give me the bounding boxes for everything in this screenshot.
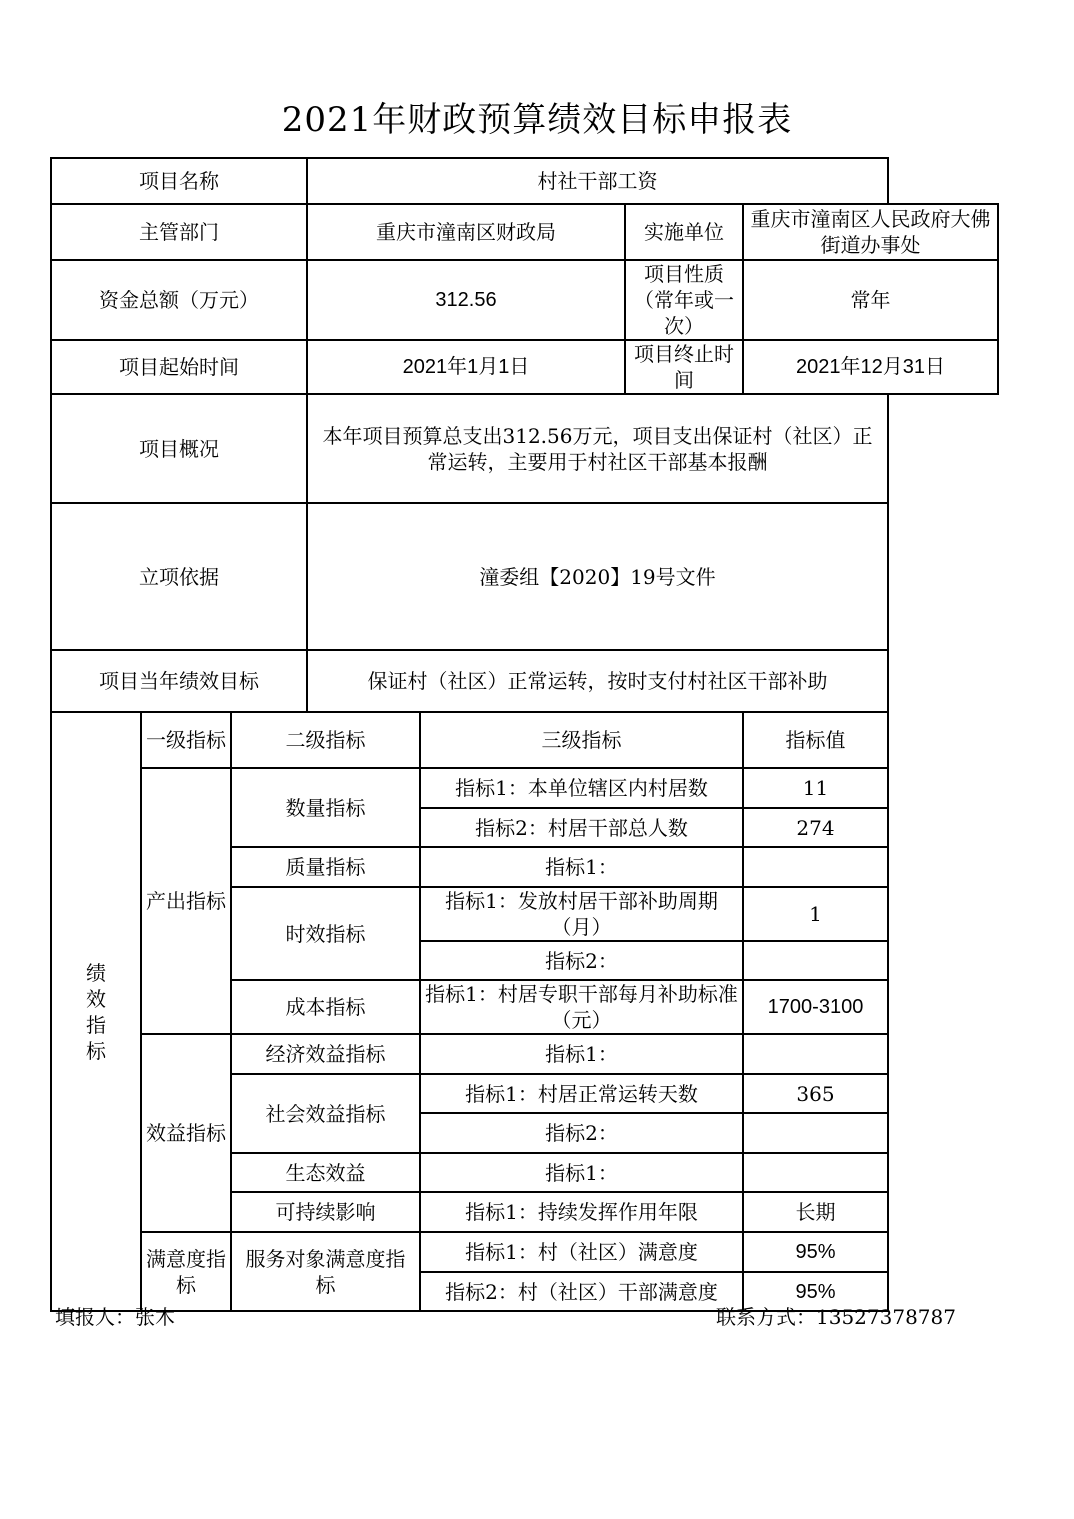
page-title: 2021年财政预算绩效目标申报表 xyxy=(281,100,793,140)
indicator-row-name: 指标2： xyxy=(420,1113,743,1153)
indicator-row-value: 95% xyxy=(743,1232,888,1272)
department-label: 主管部门 xyxy=(51,204,307,260)
quality-indicator-label: 质量指标 xyxy=(231,847,420,887)
indicator-row-name: 指标1：村居专职干部每月补助标准（元） xyxy=(420,980,743,1034)
indicator-row-value xyxy=(743,847,888,887)
nature-value: 常年 xyxy=(743,260,998,340)
indicator-row-name: 指标1：村居正常运转天数 xyxy=(420,1074,743,1113)
filler-name: 填报人：张木 xyxy=(55,1305,175,1329)
department-value: 重庆市潼南区财政局 xyxy=(307,204,625,260)
indicator-row-value xyxy=(743,1113,888,1153)
social-indicator-label: 社会效益指标 xyxy=(231,1074,420,1153)
output-indicator-label: 产出指标 xyxy=(141,768,231,1034)
unit-label: 实施单位 xyxy=(625,204,743,260)
indicator-row-name: 指标1： xyxy=(420,1034,743,1074)
level2-header: 二级指标 xyxy=(231,712,420,768)
level1-header: 一级指标 xyxy=(141,712,231,768)
basis-value: 潼委组【2020】19号文件 xyxy=(307,503,888,650)
economic-indicator-label: 经济效益指标 xyxy=(231,1034,420,1074)
goal-value: 保证村（社区）正常运转，按时支付村社区干部补助 xyxy=(307,650,888,712)
indicator-row-name: 指标1：持续发挥作用年限 xyxy=(420,1192,743,1232)
funds-value: 312.56 xyxy=(307,260,625,340)
project-name-value: 村社干部工资 xyxy=(307,158,888,204)
overview-label: 项目概况 xyxy=(51,394,307,503)
indicator-row-name: 指标1： xyxy=(420,1153,743,1192)
benefit-indicator-label: 效益指标 xyxy=(141,1034,231,1232)
indicator-row-value: 365 xyxy=(743,1074,888,1113)
budget-form-table xyxy=(50,157,999,1312)
timeliness-indicator-label: 时效指标 xyxy=(231,887,420,980)
end-time-value: 2021年12月31日 xyxy=(743,340,998,394)
indicator-row-name: 指标1：本单位辖区内村居数 xyxy=(420,768,743,808)
overview-value: 本年项目预算总支出312.56万元，项目支出保证村（社区）正常运转，主要用于村社区干部基本报酬 xyxy=(307,394,888,503)
indicator-row-name: 指标1：村（社区）满意度 xyxy=(420,1232,743,1272)
funds-label: 资金总额（万元） xyxy=(51,260,307,340)
indicator-row-value: 1 xyxy=(743,887,888,941)
nature-label: 项目性质（常年或一次） xyxy=(625,260,743,340)
indicator-row-value xyxy=(743,1034,888,1074)
unit-value: 重庆市潼南区人民政府大佛街道办事处 xyxy=(743,204,998,260)
basis-label: 立项依据 xyxy=(51,503,307,650)
end-time-label: 项目终止时间 xyxy=(625,340,743,394)
value-header: 指标值 xyxy=(743,712,888,768)
start-time-value: 2021年1月1日 xyxy=(307,340,625,394)
contact-info: 联系方式：13527378787 xyxy=(716,1305,956,1329)
indicator-row-value: 95% xyxy=(743,1272,888,1311)
goal-label: 项目当年绩效目标 xyxy=(51,650,307,712)
indicator-row-value: 1700-3100 xyxy=(743,980,888,1034)
indicator-row-value xyxy=(743,1153,888,1192)
indicator-row-value xyxy=(743,941,888,980)
ecological-indicator-label: 生态效益 xyxy=(231,1153,420,1192)
project-name-label: 项目名称 xyxy=(51,158,307,204)
indicator-row-name: 指标2： xyxy=(420,941,743,980)
sustainable-indicator-label: 可持续影响 xyxy=(231,1192,420,1232)
indicator-row-name: 指标2：村（社区）干部满意度 xyxy=(420,1272,743,1311)
indicator-row-value: 长期 xyxy=(743,1192,888,1232)
satisfaction-indicator-label: 满意度指标 xyxy=(141,1232,231,1311)
start-time-label: 项目起始时间 xyxy=(51,340,307,394)
indicator-row-name: 指标1：发放村居干部补助周期（月） xyxy=(420,887,743,941)
indicator-row-value: 11 xyxy=(743,768,888,808)
cost-indicator-label: 成本指标 xyxy=(231,980,420,1034)
level3-header: 三级指标 xyxy=(420,712,743,768)
indicator-row-name: 指标1： xyxy=(420,847,743,887)
performance-indicators-label: 绩效指标 xyxy=(51,712,141,1311)
service-satisfaction-label: 服务对象满意度指标 xyxy=(231,1232,420,1311)
indicator-row-name: 指标2：村居干部总人数 xyxy=(420,808,743,847)
indicator-row-value: 274 xyxy=(743,808,888,847)
quantity-indicator-label: 数量指标 xyxy=(231,768,420,847)
